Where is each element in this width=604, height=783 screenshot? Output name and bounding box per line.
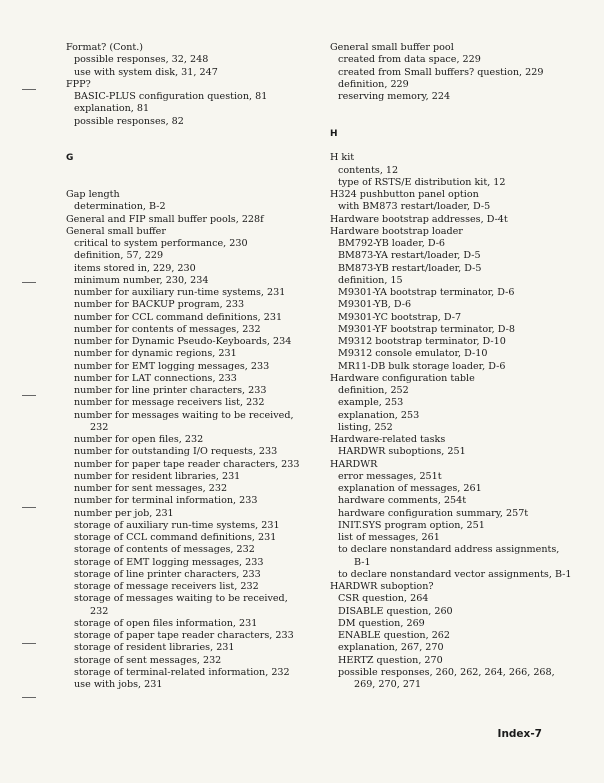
index-subentry: number for contents of messages, 232 <box>74 323 261 335</box>
index-entry: Hardware-related tasks <box>330 434 446 445</box>
index-subentry: ENABLE question, 262 <box>338 630 451 641</box>
index-continuation: B-1 <box>354 556 371 568</box>
index-subentry: definition, 229 <box>338 78 409 90</box>
section-heading-g: G <box>66 153 74 164</box>
page-number: Index-7 <box>497 728 542 740</box>
index-subentry: explanation, 253 <box>338 409 420 421</box>
index-subentry: storage of message receivers list, 232 <box>74 581 259 592</box>
index-subentry: example, 253 <box>338 397 404 409</box>
index-subentry: with BM873 restart/loader, D-5 <box>338 201 491 213</box>
index-subentry: number for terminal information, 233 <box>74 495 258 507</box>
index-entry: H324 pushbutton panel option <box>330 189 479 200</box>
index-subentry: listing, 252 <box>338 421 393 433</box>
index-subentry: BM873-YB restart/loader, D-5 <box>338 262 482 274</box>
index-entry: Hardware bootstrap addresses, D-4t <box>330 213 508 225</box>
index-subentry: number for line printer characters, 233 <box>74 385 267 396</box>
index-subentry: number for BACKUP program, 233 <box>74 299 245 311</box>
index-subentry: storage of paper tape reader characters, 233 <box>74 630 294 641</box>
index-subentry: type of RSTS/E distribution kit, 12 <box>338 176 506 188</box>
index-subentry: M9301-YB, D-6 <box>338 299 412 311</box>
margin-mark <box>22 282 36 283</box>
section-heading-h: H <box>330 128 338 139</box>
index-subentry: critical to system performance, 230 <box>74 238 248 249</box>
index-subentry: storage of CCL command definitions, 231 <box>74 532 277 543</box>
index-subentry: storage of contents of messages, 232 <box>74 544 255 556</box>
index-subentry: created from data space, 229 <box>338 54 481 66</box>
index-subentry: use with jobs, 231 <box>74 679 163 690</box>
index-subentry: items stored in, 229, 230 <box>74 262 196 274</box>
index-subentry: error messages, 251t <box>338 470 442 482</box>
index-subentry: to declare nonstandard address assignments, <box>338 544 560 556</box>
index-subentry: number for sent messages, 232 <box>74 483 228 494</box>
index-subentry: storage of EMT logging messages, 233 <box>74 556 264 568</box>
index-continuation: 232 <box>90 605 109 617</box>
index-subentry: BM873-YA restart/loader, D-5 <box>338 250 481 262</box>
index-subentry: determination, B-2 <box>74 201 166 213</box>
margin-mark <box>22 507 36 508</box>
index-subentry: number for paper tape reader characters, 233 <box>74 458 300 470</box>
margin-mark <box>22 89 36 90</box>
index-subentry: number for dynamic regions, 231 <box>74 348 237 360</box>
index-subentry: minimum number, 230, 234 <box>74 274 209 286</box>
index-entry: General small buffer <box>66 225 166 237</box>
index-continuation: 269, 270, 271 <box>354 679 422 690</box>
index-subentry: HARDWR suboptions, 251 <box>338 446 466 458</box>
index-subentry: storage of line printer characters, 233 <box>74 568 261 580</box>
index-entry: Hardware bootstrap loader <box>330 225 463 237</box>
index-subentry: number per job, 231 <box>74 507 174 519</box>
index-subentry: DISABLE question, 260 <box>338 605 453 617</box>
index-entry: Format? (Cont.) <box>66 42 144 53</box>
index-subentry: storage of auxiliary run-time systems, 231 <box>74 519 280 531</box>
margin-mark <box>22 697 36 698</box>
index-subentry: possible responses, 82 <box>74 115 184 127</box>
index-subentry: INIT.SYS program option, 251 <box>338 519 485 531</box>
index-subentry: number for open files, 232 <box>74 434 204 445</box>
index-subentry: use with system disk, 31, 247 <box>74 66 218 78</box>
index-entry: General small buffer pool <box>330 42 454 53</box>
index-subentry: storage of terminal-related information, 232 <box>74 666 290 678</box>
index-subentry: HERTZ question, 270 <box>338 654 443 666</box>
right-column <box>330 42 580 691</box>
index-entry: Hardware configuration table <box>330 372 475 384</box>
index-entry: Gap length <box>66 189 120 200</box>
index-subentry: MR11-DB bulk storage loader, D-6 <box>338 360 506 372</box>
index-subentry: explanation, 81 <box>74 103 150 115</box>
index-subentry: explanation of messages, 261 <box>338 483 482 494</box>
index-subentry: definition, 252 <box>338 385 409 396</box>
index-subentry: M9301-YA bootstrap terminator, D-6 <box>338 287 515 298</box>
index-subentry: number for EMT logging messages, 233 <box>74 360 270 372</box>
index-subentry: number for Dynamic Pseudo-Keyboards, 234 <box>74 336 292 347</box>
index-subentry: possible responses, 32, 248 <box>74 54 209 66</box>
index-subentry: reserving memory, 224 <box>338 91 451 102</box>
index-continuation: 232 <box>90 421 109 433</box>
index-subentry: definition, 57, 229 <box>74 250 164 262</box>
index-subentry: BASIC-PLUS configuration question, 81 <box>74 91 268 102</box>
index-subentry: number for LAT connections, 233 <box>74 372 237 384</box>
index-subentry: storage of messages waiting to be received, <box>74 593 288 605</box>
index-subentry: BM792-YB loader, D-6 <box>338 238 446 249</box>
index-entry: General and FIP small buffer pools, 228f <box>66 213 264 225</box>
index-subentry: hardware configuration summary, 257t <box>338 507 529 519</box>
index-subentry: storage of open files information, 231 <box>74 617 258 629</box>
index-entry: HARDWR <box>330 458 378 470</box>
index-subentry: explanation, 267, 270 <box>338 642 444 654</box>
index-subentry: possible responses, 260, 262, 264, 266, 268, <box>338 666 555 678</box>
index-subentry: number for auxiliary run-time systems, 231 <box>74 287 286 298</box>
index-subentry: contents, 12 <box>338 164 399 176</box>
index-subentry: list of messages, 261 <box>338 532 440 543</box>
index-subentry: storage of sent messages, 232 <box>74 654 222 666</box>
index-subentry: definition, 15 <box>338 274 403 286</box>
left-column <box>66 42 316 691</box>
index-entry: HARDWR suboption? <box>330 581 434 592</box>
margin-mark <box>22 643 36 644</box>
index-subentry: storage of resident libraries, 231 <box>74 642 235 654</box>
index-entry: FPP? <box>66 78 91 90</box>
index-subentry: created from Small buffers? question, 229 <box>338 66 544 78</box>
index-subentry: number for outstanding I/O requests, 233 <box>74 446 278 458</box>
index-subentry: M9301-YC bootstrap, D-7 <box>338 311 462 323</box>
index-subentry: hardware comments, 254t <box>338 495 467 507</box>
index-subentry: DM question, 269 <box>338 617 425 629</box>
index-subentry: M9312 bootstrap terminator, D-10 <box>338 336 506 347</box>
index-subentry: M9312 console emulator, D-10 <box>338 348 488 360</box>
index-subentry: to declare nonstandard vector assignments, B-1 <box>338 568 572 580</box>
index-subentry: number for message receivers list, 232 <box>74 397 265 409</box>
index-entry: H kit <box>330 152 355 164</box>
index-subentry: CSR question, 264 <box>338 593 429 605</box>
index-subentry: number for messages waiting to be received, <box>74 409 294 421</box>
index-subentry: M9301-YF bootstrap terminator, D-8 <box>338 323 515 335</box>
margin-mark <box>22 395 36 396</box>
index-subentry: number for resident libraries, 231 <box>74 470 241 482</box>
index-subentry: number for CCL command definitions, 231 <box>74 311 283 323</box>
